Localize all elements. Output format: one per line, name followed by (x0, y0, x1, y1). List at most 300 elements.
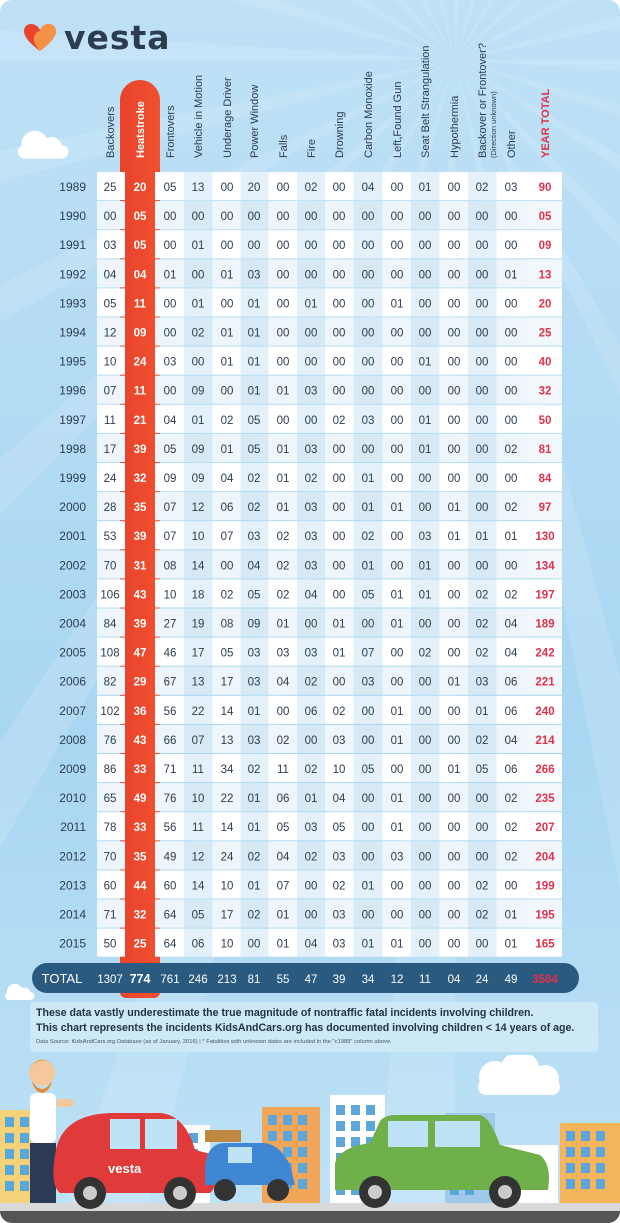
table-cell-value: 00 (390, 385, 404, 398)
year-label: 2001 (59, 529, 86, 544)
table-cell-value: 01 (418, 182, 432, 194)
table-cell-value: 01 (247, 705, 261, 718)
table-cell-value: 02 (191, 327, 205, 340)
table-cell-value: 05 (247, 589, 261, 602)
table-cell-value: 65 (103, 793, 117, 806)
table-cell-value: 07 (163, 502, 177, 515)
window (581, 1131, 590, 1141)
table-cell-value: 00 (475, 269, 489, 282)
table-cell-value: 70 (103, 560, 117, 573)
total-value: 774 (129, 972, 151, 986)
table-cell-value: 14 (191, 560, 205, 573)
table-cell-value: 00 (361, 211, 375, 224)
window (336, 1121, 345, 1131)
table-cell-value: 36 (133, 705, 147, 718)
window (268, 1115, 277, 1125)
table-cell-value: 00 (418, 385, 432, 398)
window (336, 1105, 345, 1115)
table-cell-value: 00 (418, 938, 432, 951)
table-cell-value: 22 (191, 705, 205, 718)
table-cell-value: 01 (447, 676, 461, 689)
table-cell-value: 00 (475, 473, 489, 485)
column-header: Seat Belt Strangulation (420, 45, 432, 158)
table-cell-value: 00 (304, 356, 318, 369)
table-cell-value: 00 (361, 269, 375, 282)
table-cell-value: 03 (332, 734, 346, 747)
table-cell-value: 00 (361, 443, 375, 456)
table-cell-value: 02 (475, 589, 489, 602)
table-cell-value: 00 (447, 356, 461, 369)
table-cell-value: 195 (535, 909, 555, 922)
table-cell-value: 00 (247, 240, 261, 253)
disclaimer-line-1: These data vastly underestimate the true magnitude of nontraffic fatal incidents involving children. (36, 1007, 534, 1019)
column-header: Underage Driver (222, 77, 234, 158)
year-label: 1989 (59, 180, 86, 194)
table-cell-value: 09 (247, 618, 261, 631)
total-value: 39 (332, 974, 346, 986)
table-cell-value: 10 (103, 356, 117, 369)
table-cell-value: 00 (103, 211, 117, 224)
column-header: Falls (278, 134, 290, 158)
table-cell-value: 13 (191, 182, 205, 194)
table-cell-value: 199 (535, 880, 555, 893)
table-cell-value: 00 (447, 734, 461, 747)
table-cell-value: 00 (475, 822, 489, 835)
table-cell-value: 00 (247, 938, 261, 951)
table-cell-value: 00 (447, 705, 461, 718)
table-cell-value: 76 (103, 734, 117, 747)
year-label: 2007 (59, 703, 86, 718)
table-cell-value: 00 (418, 793, 432, 806)
table-cell-value: 01 (390, 734, 404, 747)
table-cell-value: 04 (504, 647, 518, 660)
table-cell-value: 00 (361, 298, 375, 311)
table-cell-value: 49 (163, 851, 177, 864)
table-cell-value: 64 (163, 938, 177, 951)
table-cell-value: 00 (276, 211, 290, 224)
table-cell-value: 130 (535, 531, 555, 544)
table-cell-value: 03 (304, 385, 318, 398)
table-cell-value: 03 (304, 560, 318, 573)
window (283, 1147, 292, 1157)
table-cell-value: 00 (390, 764, 404, 776)
table-cell-value: 01 (332, 618, 346, 631)
car-logo-text: vesta (108, 1161, 142, 1176)
table-cell-value: 00 (504, 385, 518, 398)
table-cell-value: 05 (103, 298, 117, 311)
table-cell-value: 27 (163, 618, 177, 631)
table-cell-value: 56 (163, 822, 177, 835)
table-cell-value: 00 (475, 443, 489, 456)
table-cell-value: 46 (163, 647, 177, 660)
table-cell-value: 02 (332, 705, 346, 718)
table-cell-value: 00 (475, 385, 489, 398)
table-cell-value: 03 (361, 414, 375, 427)
table-cell-value: 90 (538, 182, 552, 194)
table-cell-value: 02 (475, 647, 489, 660)
table-cell-value: 00 (332, 298, 346, 311)
table-cell-value: 00 (475, 240, 489, 253)
window (298, 1179, 307, 1189)
table-cell-value: 01 (390, 298, 404, 311)
table-cell-value: 01 (418, 414, 432, 427)
table-cell-value: 22 (220, 793, 234, 806)
window (336, 1137, 345, 1147)
table-cell-value: 03 (304, 531, 318, 544)
table-cell-value: 04 (220, 473, 234, 485)
total-value: 213 (217, 974, 237, 986)
table-cell-value: 03 (103, 240, 117, 253)
table-cell-value: 03 (247, 531, 261, 544)
column-header: Other (506, 130, 518, 158)
table-cell-value: 00 (247, 211, 261, 224)
table-cell-value: 03 (247, 734, 261, 747)
table-cell-value: 39 (133, 618, 147, 631)
table-cell-value: 12 (103, 327, 117, 340)
table-cell-value: 11 (104, 414, 116, 427)
table-cell-value: 01 (361, 938, 375, 951)
table-cell-value: 39 (133, 443, 147, 456)
table-cell-value: 05 (220, 647, 234, 660)
year-label: 1990 (59, 209, 86, 224)
table-cell-value: 02 (504, 822, 518, 835)
table-cell-value: 00 (361, 356, 375, 369)
table-cell-value: 05 (332, 822, 346, 835)
table-cell-value: 00 (504, 414, 518, 427)
table-cell-value: 03 (247, 647, 261, 660)
total-value: 761 (160, 974, 180, 986)
table-cell-value: 05 (361, 764, 375, 776)
table-cell-value: 02 (304, 676, 318, 689)
table-cell-value: 09 (133, 327, 147, 340)
window (366, 1105, 375, 1115)
table-cell-value: 00 (504, 880, 518, 893)
table-cell-value: 01 (247, 385, 261, 398)
table-cell-value: 47 (133, 647, 147, 660)
table-cell-value: 00 (447, 618, 461, 631)
table-cell-value: 12 (191, 502, 205, 515)
column-header: Power Window (249, 84, 261, 158)
table-cell-value: 00 (475, 414, 489, 427)
table-cell-value: 05 (133, 211, 147, 224)
table-cell-value: 00 (361, 705, 375, 718)
table-cell-value: 00 (361, 909, 375, 922)
table-cell-value: 01 (390, 938, 404, 951)
column-header: Drowning (334, 111, 346, 158)
table-cell-value: 60 (103, 880, 117, 893)
table-cell-value: 00 (390, 327, 404, 340)
year-label: 2009 (59, 762, 86, 776)
column-header: Left,Found Gun (392, 81, 404, 158)
table-cell-value: 34 (220, 764, 234, 776)
table-cell-value: 00 (361, 618, 375, 631)
table-cell-value: 00 (418, 327, 432, 340)
table-cell-value: 11 (133, 385, 147, 398)
table-cell-value: 01 (276, 502, 290, 515)
table-cell-value: 00 (390, 182, 404, 194)
table-cell-value: 00 (163, 298, 177, 311)
table-cell-value: 20 (133, 182, 147, 194)
window (20, 1117, 29, 1127)
table-cell-value: 00 (390, 647, 404, 660)
table-cell-value: 01 (361, 560, 375, 573)
table-cell-value: 00 (447, 909, 461, 922)
table-cell-value: 01 (504, 531, 518, 544)
table-cell-value: 01 (504, 938, 518, 951)
table-cell-value: 01 (191, 414, 205, 427)
table-cell-value: 00 (418, 211, 432, 224)
table-cell-value: 00 (276, 182, 290, 194)
table-cell-value: 01 (418, 560, 432, 573)
year-label: 2008 (59, 732, 86, 747)
table-cell-value: 00 (220, 385, 234, 398)
table-cell-value: 32 (133, 909, 147, 922)
window (596, 1147, 605, 1157)
window (581, 1147, 590, 1157)
table-cell-value: 17 (220, 676, 234, 689)
table-cell-value: 01 (163, 269, 177, 282)
table-cell-value: 11 (192, 764, 204, 776)
table-cell-value: 00 (332, 502, 346, 515)
table-cell-value: 09 (191, 443, 205, 456)
table-cell-value: 106 (100, 589, 120, 602)
window (20, 1165, 29, 1175)
table-cell-value: 02 (475, 618, 489, 631)
table-cell-value: 02 (247, 502, 261, 515)
table-cell-value: 04 (304, 589, 318, 602)
table-cell-value: 01 (220, 327, 234, 340)
table-cell-value: 18 (191, 589, 205, 602)
table-cell-value: 03 (390, 851, 404, 864)
table-cell-value: 04 (361, 182, 375, 194)
street-illustration (0, 1055, 620, 1223)
table-cell-value: 11 (192, 822, 204, 835)
table-cell-value: 02 (504, 793, 518, 806)
table-cell-value: 00 (332, 356, 346, 369)
total-value: 81 (247, 974, 261, 986)
table-cell-value: 02 (304, 182, 318, 194)
window (20, 1149, 29, 1159)
table-cell-value: 00 (447, 240, 461, 253)
table-cell-value: 35 (133, 502, 147, 515)
total-value: 246 (188, 974, 208, 986)
table-cell-value: 00 (447, 298, 461, 311)
table-cell-value: 02 (276, 560, 290, 573)
total-value: 12 (390, 974, 404, 986)
cloud-icon (478, 1055, 560, 1095)
column-header: Heatstroke (135, 101, 147, 158)
table-cell-value: 01 (276, 938, 290, 951)
year-label: 2005 (59, 645, 86, 660)
disclaimer-box (30, 1002, 598, 1052)
table-cell-value: 01 (390, 793, 404, 806)
table-cell-value: 07 (361, 647, 375, 660)
table-cell-value: 00 (447, 269, 461, 282)
table-cell-value: 01 (304, 298, 318, 311)
year-label: 2013 (59, 878, 86, 893)
table-cell-value: 01 (247, 880, 261, 893)
table-cell-value: 02 (332, 414, 346, 427)
table-cell-value: 01 (276, 618, 290, 631)
table-cell-value: 01 (276, 385, 290, 398)
table-cell-value: 00 (361, 851, 375, 864)
table-cell-value: 266 (535, 764, 555, 776)
table-cell-value: 10 (332, 764, 346, 776)
table-cell-value: 02 (247, 473, 261, 485)
table-cell-value: 97 (538, 502, 552, 515)
table-cell-value: 17 (103, 443, 117, 456)
table-cell-value: 08 (220, 618, 234, 631)
table-cell-value: 00 (361, 240, 375, 253)
table-cell-value: 02 (418, 647, 432, 660)
table-cell-value: 28 (103, 502, 117, 515)
table-cell-value: 00 (304, 880, 318, 893)
window (5, 1165, 14, 1175)
table-cell-value: 06 (504, 676, 518, 689)
table-cell-value: 06 (304, 705, 318, 718)
table-cell-value: 10 (220, 938, 234, 951)
disclaimer-line-2: This chart represents the incidents KidsAndCars.org has documented involving children < 14 years of age. (36, 1022, 575, 1034)
column-subnote: (Direction unknown) (489, 91, 498, 158)
year-label: 2011 (60, 820, 86, 835)
column-header: YEAR TOTAL (540, 88, 552, 158)
table-cell-value: 00 (332, 443, 346, 456)
table-cell-value: 214 (535, 734, 555, 747)
window (596, 1179, 605, 1189)
table-cell-value: 00 (447, 851, 461, 864)
table-cell-value: 00 (418, 240, 432, 253)
year-label: 1994 (59, 325, 86, 340)
table-cell-value: 00 (332, 327, 346, 340)
table-cell-value: 00 (390, 269, 404, 282)
table-cell-value: 01 (504, 909, 518, 922)
table-cell-value: 44 (133, 880, 147, 893)
window (283, 1115, 292, 1125)
table-cell-value: 00 (191, 356, 205, 369)
table-cell-value: 00 (418, 909, 432, 922)
window (5, 1181, 14, 1191)
table-cell-value: 00 (447, 443, 461, 456)
table-cell-value: 07 (191, 734, 205, 747)
table-cell-value: 02 (220, 589, 234, 602)
table-cell-value: 05 (361, 589, 375, 602)
table-cell-value: 25 (103, 182, 117, 194)
table-cell-value: 01 (447, 502, 461, 515)
table-cell-value: 00 (504, 327, 518, 340)
window (298, 1131, 307, 1141)
table-cell-value: 01 (504, 269, 518, 282)
window (351, 1105, 360, 1115)
table-cell-value: 25 (538, 327, 552, 340)
table-cell-value: 01 (475, 705, 489, 718)
road (0, 1211, 620, 1223)
table-cell-value: 00 (390, 443, 404, 456)
table-cell-value: 06 (276, 793, 290, 806)
table-cell-value: 43 (133, 734, 147, 747)
table-cell-value: 40 (538, 356, 552, 369)
table-cell-value: 04 (504, 734, 518, 747)
table-cell-value: 00 (390, 414, 404, 427)
table-cell-value: 10 (191, 793, 205, 806)
table-cell-value: 01 (276, 909, 290, 922)
table-cell-value: 00 (390, 473, 404, 485)
table-cell-value: 00 (304, 618, 318, 631)
table-cell-value: 00 (504, 240, 518, 253)
table-cell-value: 02 (475, 734, 489, 747)
table-cell-value: 24 (103, 473, 117, 485)
window (298, 1147, 307, 1157)
table-cell-value: 01 (332, 647, 346, 660)
table-cell-value: 84 (103, 618, 117, 631)
table-cell-value: 02 (475, 909, 489, 922)
table-cell-value: 01 (390, 502, 404, 515)
table-cell-value: 02 (276, 589, 290, 602)
table-cell-value: 02 (475, 880, 489, 893)
table-cell-value: 03 (332, 938, 346, 951)
window (298, 1163, 307, 1173)
table-cell-value: 07 (103, 385, 117, 398)
table-cell-value: 00 (332, 676, 346, 689)
table-cell-value: 00 (163, 327, 177, 340)
table-cell-value: 02 (276, 531, 290, 544)
table-cell-value: 00 (304, 211, 318, 224)
table-cell-value: 02 (361, 531, 375, 544)
table-cell-value: 00 (447, 182, 461, 194)
table-cell-value: 10 (191, 531, 205, 544)
table-cell-value: 32 (538, 385, 552, 398)
table-cell-value: 00 (390, 356, 404, 369)
table-cell-value: 108 (100, 647, 120, 660)
disclaimer-text (36, 1006, 574, 1036)
table-cell-value: 04 (276, 851, 290, 864)
table-cell-value: 00 (447, 793, 461, 806)
table-cell-value: 235 (535, 793, 555, 806)
totals-label: TOTAL (41, 971, 83, 986)
table-cell-value: 00 (276, 414, 290, 427)
table-cell-value: 02 (504, 851, 518, 864)
column-header: Backovers (105, 106, 117, 158)
table-cell-value: 10 (220, 880, 234, 893)
table-cell-value: 02 (247, 764, 261, 776)
table-cell-value: 53 (103, 531, 117, 544)
table-cell-value: 00 (304, 327, 318, 340)
table-cell-value: 00 (332, 240, 346, 253)
table-cell-value: 78 (103, 822, 117, 835)
window (298, 1115, 307, 1125)
table-cell-value: 04 (163, 414, 177, 427)
year-label: 1996 (59, 383, 86, 398)
table-cell-value: 05 (191, 909, 205, 922)
table-cell-value: 01 (361, 473, 375, 485)
table-cell-value: 00 (361, 822, 375, 835)
table-cell-value: 00 (361, 385, 375, 398)
table-cell-value: 50 (538, 414, 552, 427)
table-cell-value: 00 (475, 851, 489, 864)
table-cell-value: 25 (133, 938, 147, 951)
table-cell-value: 00 (276, 356, 290, 369)
table-cell-value: 03 (163, 356, 177, 369)
table-cell-value: 00 (447, 211, 461, 224)
data-source-text: Data Source: KidsAndCars.org Database (as of January, 2016) | * Fatalities with unknown dates are included in the "c1989" column above. (36, 1039, 392, 1045)
table-cell-value: 00 (447, 589, 461, 602)
table-cell-value: 13 (220, 734, 234, 747)
table-cell-value: 00 (418, 851, 432, 864)
table-cell-value: 05 (163, 182, 177, 194)
year-label: 2000 (59, 500, 86, 515)
table-cell-value: 39 (133, 531, 147, 544)
table-cell-value: 03 (418, 531, 432, 544)
table-cell-value: 76 (163, 793, 177, 806)
